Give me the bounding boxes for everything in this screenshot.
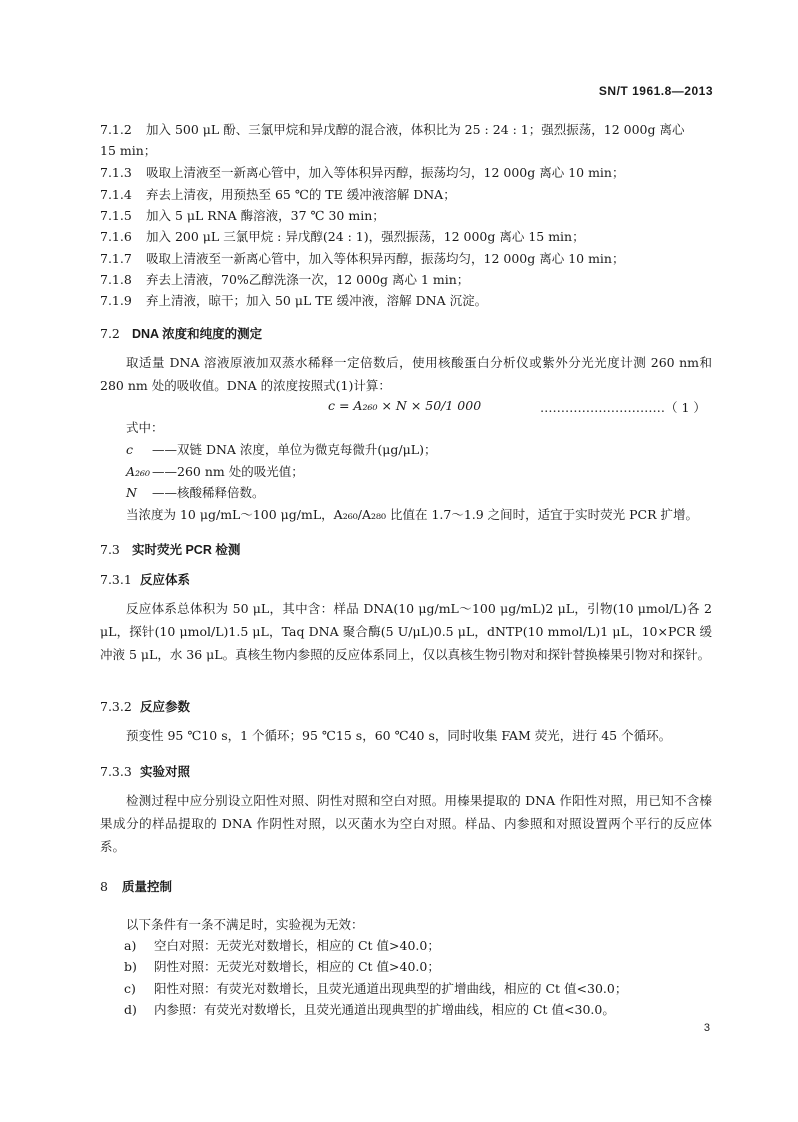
step-7-1-3: [100, 163, 624, 183]
section-number: 7.3: [100, 542, 120, 557]
item-text: 内参照：有荧光对数增长，且荧光通道出现典型的扩增曲线，相应的 Ct 值<30.0。: [154, 1002, 615, 1017]
section-7-3-3-heading: [100, 762, 190, 780]
step-text: 加入 200 μL 三氯甲烷 : 异戊醇(24 : 1)，强烈振荡，12 000g 离心 15 min；: [146, 229, 585, 244]
item-text: 阴性对照：无荧光对数增长，相应的 Ct 值>40.0；: [154, 959, 440, 974]
step-text: 弃去上清夜，用预热至 65 ℃的 TE 缓冲液溶解 DNA；: [146, 187, 456, 202]
step-7-1-8: [100, 270, 469, 290]
section-7-3-2-paragraph: 预变性 95 ℃10 s，1 个循环；95 ℃15 s，60 ℃40 s，同时收集 FAM 荧光，进行 45 个循环。: [126, 728, 672, 743]
step-number: 7.1.8: [100, 272, 132, 287]
step-text: 加入 5 μL RNA 酶溶液，37 ℃ 30 min；: [146, 208, 385, 223]
step-7-1-4: [100, 185, 456, 205]
variable-symbol: c: [126, 442, 134, 457]
step-7-1-6: [100, 227, 585, 247]
variable-desc: ——核酸稀释倍数。: [152, 485, 265, 500]
section-number: 7.3.1: [100, 572, 132, 587]
section-title: 反应体系: [140, 573, 191, 587]
quality-item-d: [124, 1000, 615, 1018]
step-text: 弃去上清液，70%乙醇洗涤一次，12 000g 离心 1 min；: [146, 272, 470, 287]
step-number: 7.1.2: [100, 122, 132, 137]
section-title: 反应参数: [140, 700, 191, 714]
variable-desc: ——260 nm 处的吸光值；: [152, 464, 304, 479]
step-7-1-5: [100, 206, 385, 226]
step-number: 7.1.6: [100, 229, 132, 244]
section-title: 实时荧光 PCR 检测: [132, 543, 241, 557]
variable-symbol: N: [126, 485, 137, 500]
step-number: 7.1.4: [100, 187, 132, 202]
variable-c: [126, 440, 436, 460]
step-7-1-9: [100, 291, 487, 311]
item-text: 空白对照：无荧光对数增长，相应的 Ct 值>40.0；: [154, 938, 440, 953]
page-number: 3: [703, 1022, 710, 1034]
section-7-2-paragraph: 取适量 DNA 溶液原液加双蒸水稀释一定倍数后，使用核酸蛋白分析仪或紫外分光光度计测 260 nm和 280 nm 处的吸收值。DNA 的浓度按照式(1)计算：: [100, 355, 712, 393]
concentration-formula: c = A₂₆₀ × N × 50/1 000: [328, 398, 482, 413]
quality-item-c: [124, 979, 627, 997]
variable-n: [126, 483, 265, 503]
step-text: 吸取上清液至一新离心管中，加入等体积异丙醇，振荡均匀，12 000g 离心 10 min；: [146, 165, 625, 180]
variable-symbol: A₂₆₀: [126, 464, 151, 479]
variable-desc: ——双链 DNA 浓度，单位为微克每微升(μg/μL)；: [152, 442, 437, 457]
item-label: a): [124, 938, 137, 953]
variable-a260: [126, 462, 304, 482]
step-number: 7.1.7: [100, 251, 132, 266]
step-text: 15 min；: [100, 143, 157, 158]
section-number: 7.3.3: [100, 764, 132, 779]
item-label: d): [124, 1002, 137, 1017]
quality-item-b: [124, 957, 440, 975]
section-7-3-2-heading: [100, 697, 190, 715]
step-text: 弃上清液，晾干；加入 50 μL TE 缓冲液，溶解 DNA 沉淀。: [146, 293, 488, 308]
section-7-3-3-paragraph: 检测过程中应分别设立阳性对照、阴性对照和空白对照。用榛果提取的 DNA 作阳性对照，用已知不含榛果成分的样品提取的 DNA 作阴性对照，以灭菌水为空白对照。样品、内参照和对照设置两个平行的反应体系。: [100, 793, 712, 854]
section-title: 实验对照: [140, 765, 191, 779]
item-label: c): [124, 981, 136, 996]
section-title: 质量控制: [122, 880, 173, 894]
formula-reference: …………………………（ 1 ）: [540, 400, 706, 415]
section-7-2-suitability: 当浓度为 10 μg/mL～100 μg/mL，A₂₆₀/A₂₈₀ 比值在 1.7～1.9 之间时，适宜于实时荧光 PCR 扩增。: [126, 507, 699, 522]
step-number: 7.1.3: [100, 165, 132, 180]
step-number: 7.1.9: [100, 293, 132, 308]
section-number: 7.2: [100, 326, 120, 341]
section-7-3-1-heading: [100, 570, 190, 588]
quality-item-a: [124, 936, 440, 954]
section-title: DNA 浓度和纯度的测定: [132, 327, 263, 341]
step-7-1-2: [100, 120, 684, 140]
step-number: 7.1.5: [100, 208, 132, 223]
step-text: 吸取上清液至一新离心管中，加入等体积异丙醇，振荡均匀，12 000g 离心 10 min；: [146, 251, 625, 266]
step-7-1-7: [100, 249, 624, 269]
section-number: 7.3.2: [100, 699, 132, 714]
step-text: 加入 500 μL 酚、三氯甲烷和异戊醇的混合液，体积比为 25 : 24 : 1；强烈振荡，12 000g 离心: [146, 122, 685, 137]
step-7-1-2-cont: [100, 141, 156, 161]
section-7-3-1-paragraph: 反应体系总体积为 50 μL，其中含：样品 DNA(10 μg/mL～100 μg/mL)2 μL，引物(10 μmol/L)各 2 μL，探针(10 μmol/L)1.5 μL，Taq DNA 聚合酶(5 U/μL)0.5 μL，dNTP(10 mmol/L)1 μL，10×PCR 缓冲液 5 μL，水 36 μL。真核生物内参照的反应体系同上，仅以真核生物引物对和探针替换榛果引物对和探针。: [100, 601, 712, 662]
item-text: 阳性对照：有荧光对数增长，且荧光通道出现典型的扩增曲线，相应的 Ct 值<30.0；: [154, 981, 628, 996]
section-8-heading: [100, 877, 172, 895]
section-7-3-heading: [100, 540, 240, 558]
section-8-intro: 以下条件有一条不满足时，实验视为无效：: [126, 917, 364, 932]
item-label: b): [124, 959, 137, 974]
section-number: 8: [100, 879, 108, 894]
where-label: 式中：: [126, 420, 164, 435]
section-7-2-heading: [100, 324, 262, 342]
standard-number: SN/T 1961.8—2013: [598, 84, 713, 98]
